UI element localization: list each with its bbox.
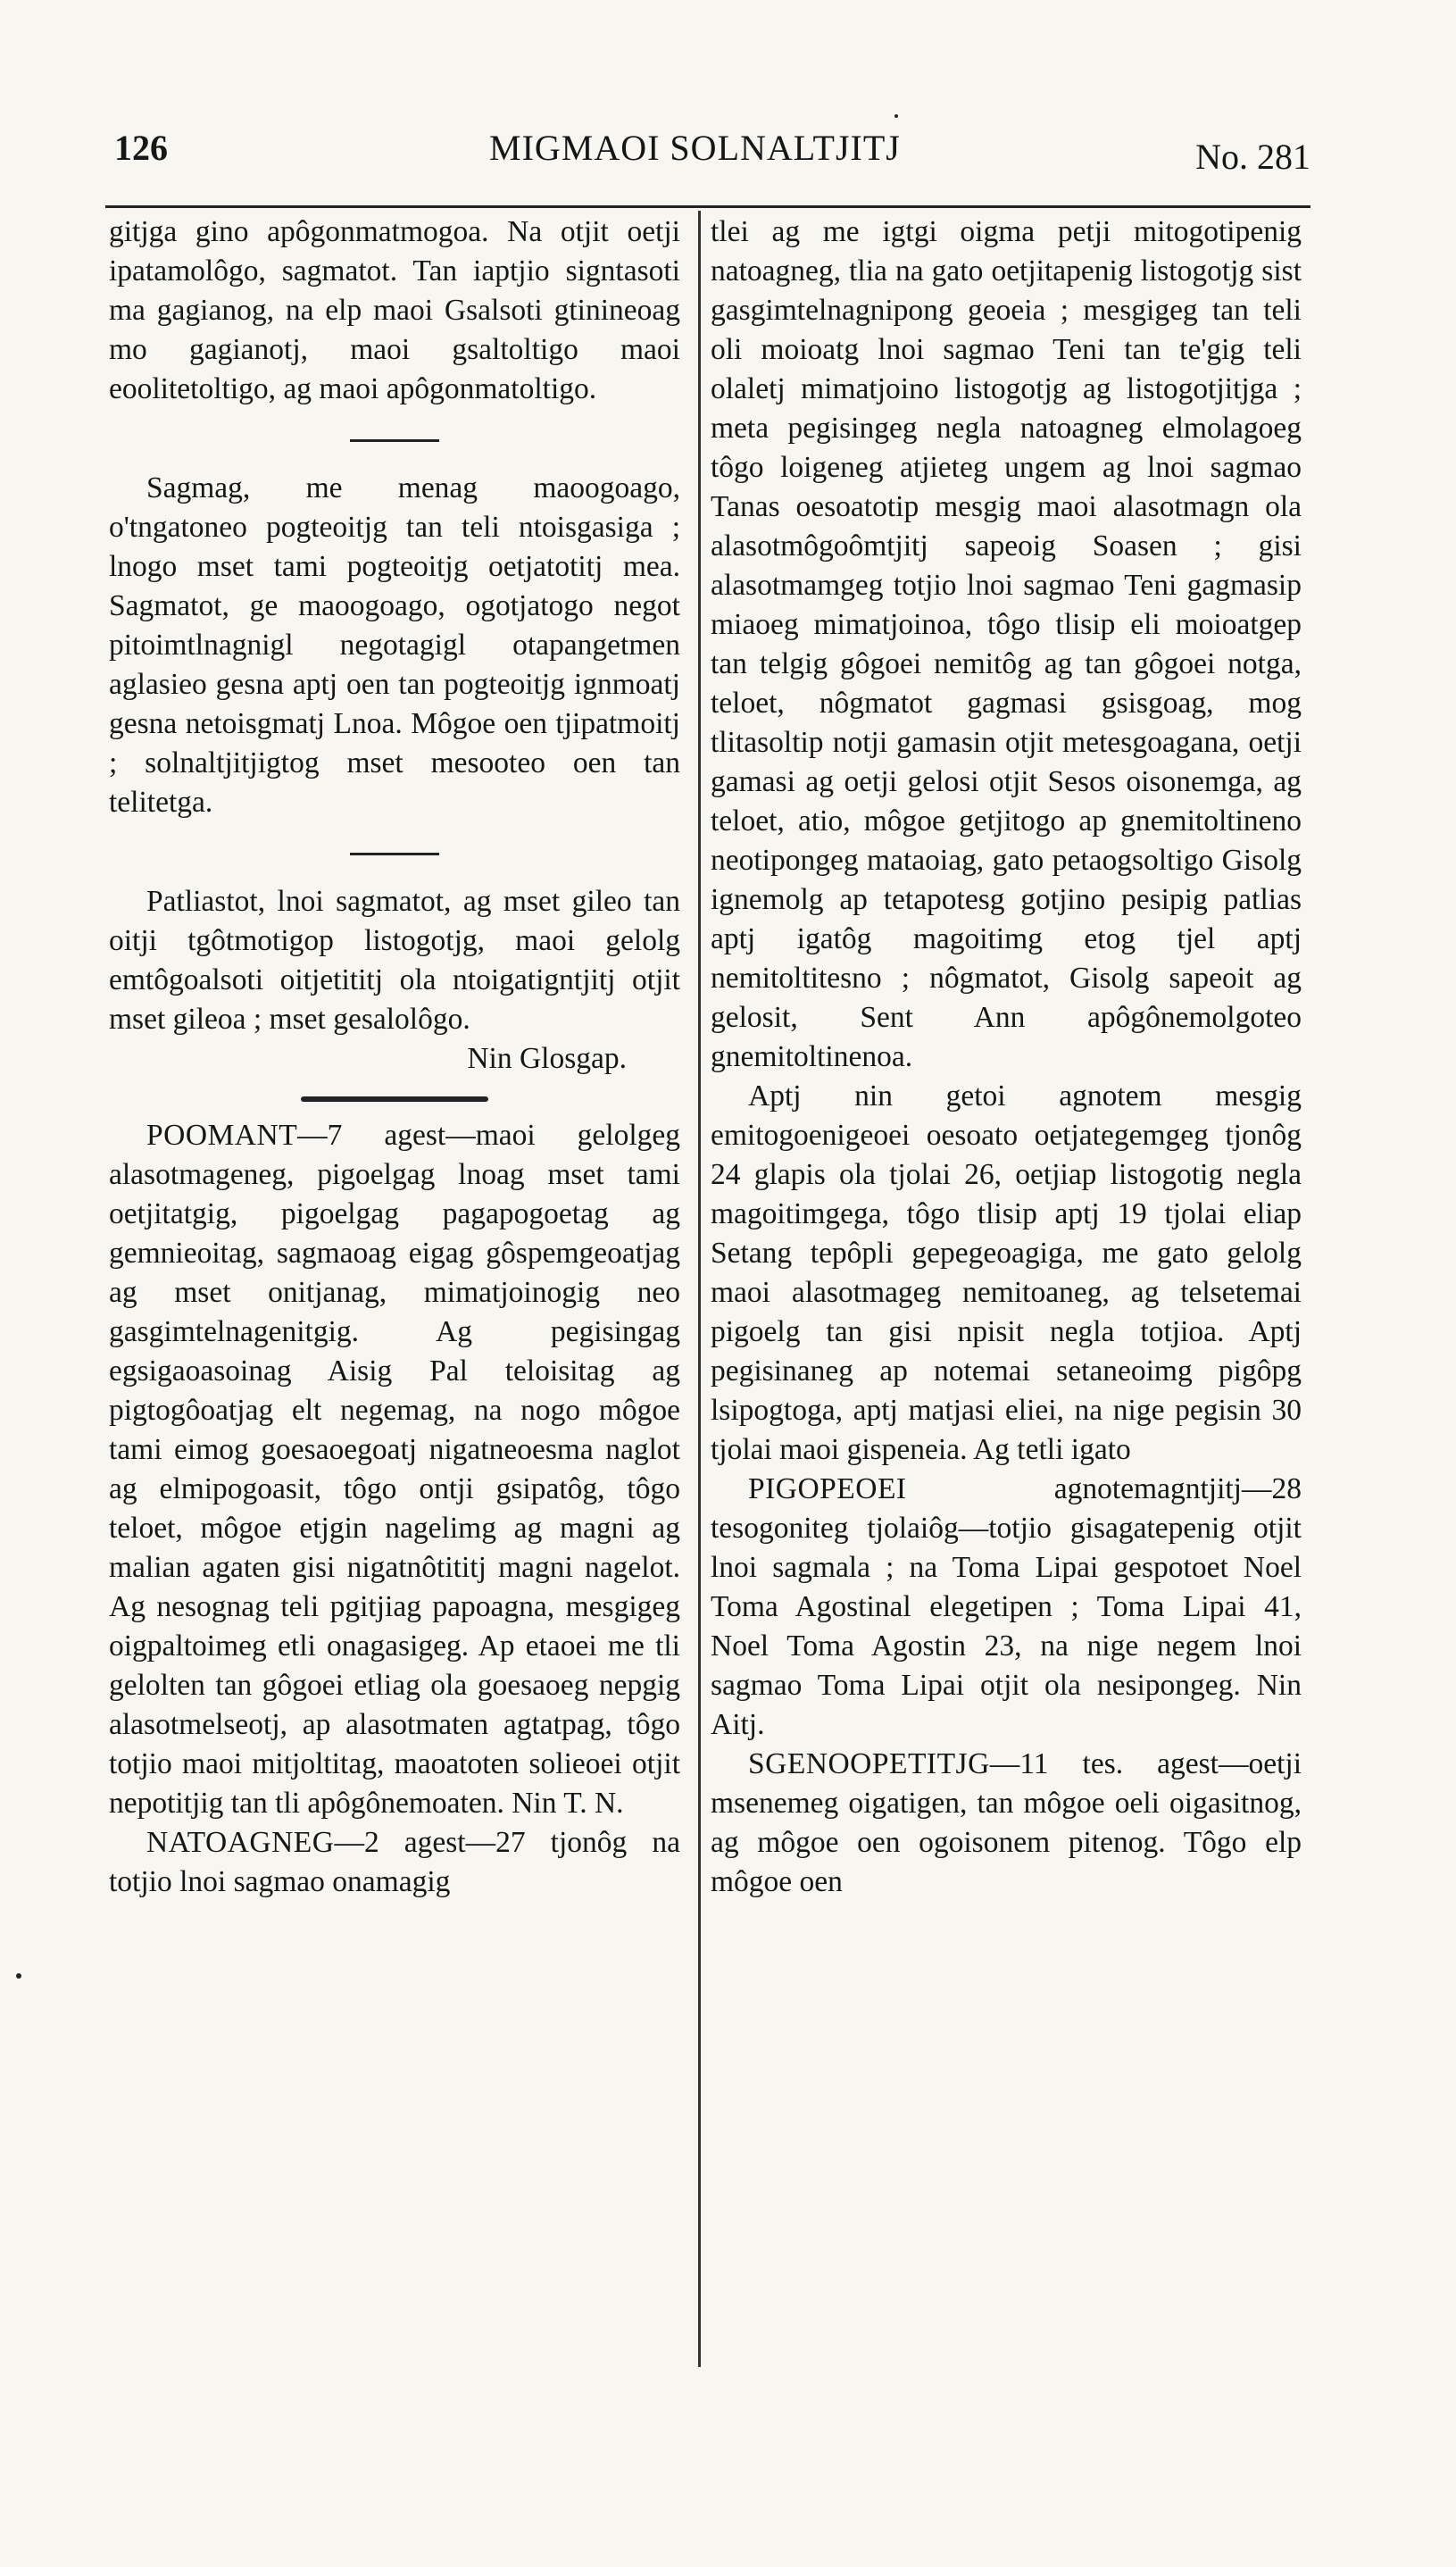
journal-title: MIGMAOI SOLNALTJITJ	[489, 128, 901, 168]
page-number: 126	[114, 128, 168, 168]
paragraph-body: agnotemagntjitj—28 tesogoniteg tjolaiôg—totjio gisagatepenig otjit lnoi sagmala ; na Toma Lipai gespotoet Noel Toma Agostinal elegetipen ; Toma Lipai 41, Noel Toma Agostin 23, na nige negem lnoi sagmao Toma Lipai otjit ola nesipongeg. Nin Aitj.	[711, 1472, 1302, 1741]
paragraph-body: —2 agest—27 tjonôg na totjio lnoi sagmao onamagig	[109, 1826, 680, 1898]
left-paragraph-2: Sagmag, me menag maoogoago, o'tngatoneo pogteoitjg tan teli ntoisgasiga ; lnogo mset tami pogteoitjg oetjatotitj mea. Sagmatot, ge maoogoago, ogotjatogo negot pitoimtlnagnigl negotagigl otapangetmen aglasieo gesna aptj oen tan pogteoitjg ignmoatj gesna netoisgmatj Lnoa. Môgoe oen tjipatmoitj ; solnaltjitjigtog mset mesooteo oen tan telitetga.	[109, 471, 680, 819]
right-paragraph-3	[711, 1470, 1302, 1745]
right-paragraph-4	[711, 1745, 1302, 1902]
left-paragraph-1: gitjga gino apôgonmatmogoa. Na otjit oetji ipatamolôgo, sagmatot. Tan iaptjio signtasoti ma gagianog, na elp maoi Gsalsoti gtinineoag mo gagianotj, maoi gsaltoltigo maoi eoolitetoltigo, ag maoi apôgonmatoltigo.	[109, 215, 680, 405]
section-divider	[350, 439, 439, 442]
signature: Nin Glosgap.	[467, 1042, 627, 1075]
run-in-heading: SGENOOPETITJG	[748, 1747, 990, 1780]
print-speck	[16, 1973, 21, 1979]
right-paragraph-2: Aptj nin getoi agnotem mesgig emitogoenigeoei oesoato oetjategemgeg tjonôg 24 glapis ola tjolai 26, oetjiap listogotig negla magoitimgega, tôgo tlisip aptj 19 tjolai eliap Setang tepôpli gepegeoagiga, me gato gelolg maoi alasotmageg nemitoaneg, ag telsetemai pigoelg tan gisi npisit negla totjioa. Aptj pegisinaneg ap notemai setaneoimg pigôpg lsipogtoga, aptj matjasi eliei, na nige pegisin 30 tjolai maoi gispeneia. Ag tetli igato	[711, 1079, 1302, 1466]
page-header	[114, 127, 1310, 189]
left-column	[109, 213, 680, 1902]
print-speck	[894, 114, 898, 118]
run-in-heading: PIGOPEOEI	[748, 1472, 907, 1505]
paragraph-body: —11 tes. agest—oetji msenemeg oigatigen, tan môgoe oeli oigasitnog, ag môgoe oen ogoisonem pitenog. Tôgo elp môgoe oen	[711, 1747, 1302, 1898]
run-in-heading: NATOAGNEG	[146, 1826, 335, 1859]
section-divider-thick	[301, 1096, 488, 1102]
header-rule	[105, 205, 1310, 208]
paragraph-body: —7 agest—maoi gelolgeg alasotmageneg, pigoelgag lnoag mset tami oetjitatgig, pigoelgag pagapogoetag ag gemnieoitag, sagmaoag eigag gôspemgeoatjag ag mset onitjanag, mimatjoinogig neo gasgimtelnagenitgig. Ag pegisingag egsigaoasoinag Aisig Pal teloisitag ag pigtogôoatjag elt negemag, na nogo môgoe tami eimog goesaoegoatj nigatneoesma naglot ag elmipogoasit, tôgo ontji gsipatôg, tôgo teloet, môgoe etjgin nagelimg ag magni ag malian agaten gisi nigatnôtititj magni nagelot. Ag nesognag teli pgitjiag papoagna, mesgigeg oigpaltoimeg etli onagasigeg. Ap etaoei me tli gelolten tan gôgoei etliag ola goesaoeg nepgig alasotmelseotj, ap alasotmaten agtatpag, tôgo totjio maoi mitjoltitag, maoatoten solieoei otjit nepotitjig tan tli apôgônemoaten. Nin T. N.	[109, 1119, 680, 1820]
column-divider	[698, 211, 701, 2367]
left-paragraph-5	[109, 1823, 680, 1902]
right-paragraph-1: tlei ag me igtgi oigma petji mitogotipenig natoagneg, tlia na gato oetjitapenig listogotjg sist gasgimtelnagnipong geoeia ; mesgigeg tan teli oli moioatg lnoi sagmao Teni tan te'gig teli olaletj mimatjoino listogotjg ag listogotjitjga ; meta pegisingeg negla natoagneg elmolagoeg tôgo loigeneg atjieteg ungem ag lnoi sagmao Tanas oesoatotip mesgig maoi alasotmagn ola alasotmôgoômtjitj sapeoig Soasen ; gisi alasotmamgeg totjio lnoi sagmao Teni gagmasip miaoeg mimatjoinoa, tôgo tlisip eli moioatgep tan telgig gôgoei nemitôg ag tan gôgoei notga, teloet, nôgmatot gagmasi gsisgoag, mog tlitasoltip notji gamasin otjit metesgoagana, oetji gamasi ag oetji gelosi otjit Sesos oisonemga, ag teloet, atio, môgoe getjitogo ap gnemitoltineno neotipongeg mataoiag, gato petaogsoltigo Gisolg ignemolg ap tetapotesg gotjino pesipig patlias aptj igatôg magoitimg etog tjel aptj nemitoltitesno ; nôgmatot, Gisolg sapeoit ag gelosit, Sent Ann apôgônemolgoteo gnemitoltinenoa.	[711, 215, 1302, 1073]
right-column	[711, 213, 1302, 1902]
left-paragraph-3: Patliastot, lnoi sagmatot, ag mset gileo tan oitji tgôtmotigop listogotjg, maoi gelolg emtôgoalsoti oitjetititj ola ntoigatigntjitj otjit mset gileoa ; mset gesalolôgo.	[109, 885, 680, 1036]
section-divider	[350, 853, 439, 855]
left-paragraph-4	[109, 1116, 680, 1823]
run-in-heading: POOMANT	[146, 1119, 298, 1152]
issue-number: No. 281	[1195, 137, 1310, 177]
